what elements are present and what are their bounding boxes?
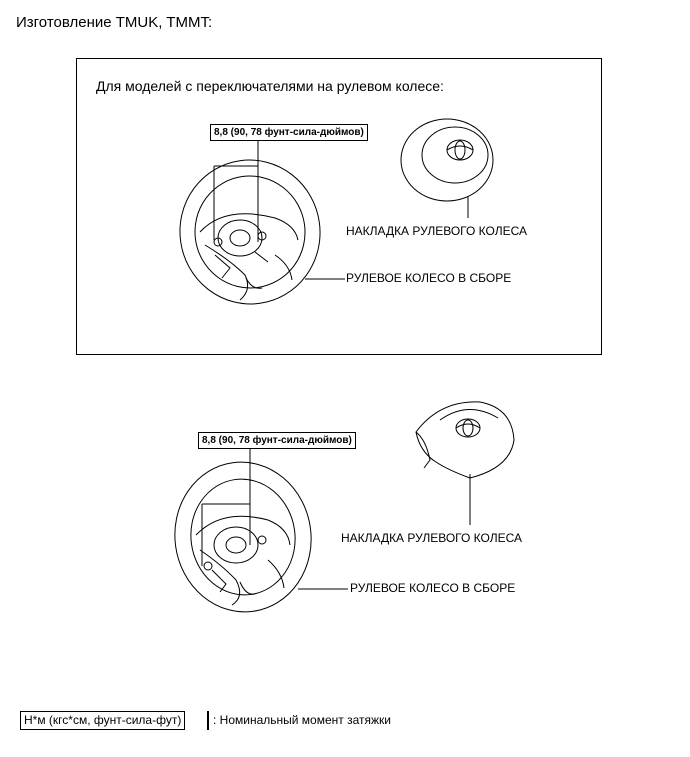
bottom-wheel-label: РУЛЕВОЕ КОЛЕСО В СБОРЕ — [350, 581, 516, 595]
top-steering-pad-illustration — [401, 119, 493, 201]
page-header: Изготовление TMUK, TMMT: — [16, 14, 213, 31]
legend-divider — [207, 711, 209, 730]
legend-description: : Номинальный момент затяжки — [213, 713, 391, 727]
top-wheel-label: РУЛЕВОЕ КОЛЕСО В СБОРЕ — [346, 271, 512, 285]
top-steering-wheel-illustration — [171, 151, 330, 313]
bottom-torque-spec: 8,8 (90, 78 фунт-сила-дюймов) — [198, 432, 356, 449]
top-torque-spec: 8,8 (90, 78 фунт-сила-дюймов) — [210, 124, 368, 141]
frame-subtitle: Для моделей с переключателями на рулевом колесе: — [96, 78, 444, 94]
bottom-steering-pad-illustration — [416, 402, 514, 478]
torque-unit-legend-box: Н*м (кгс*см, фунт-сила-фут) — [20, 711, 185, 730]
bottom-steering-wheel-illustration — [165, 453, 321, 620]
bottom-pad-label: НАКЛАДКА РУЛЕВОГО КОЛЕСА — [341, 531, 523, 545]
top-pad-label: НАКЛАДКА РУЛЕВОГО КОЛЕСА — [346, 224, 528, 238]
